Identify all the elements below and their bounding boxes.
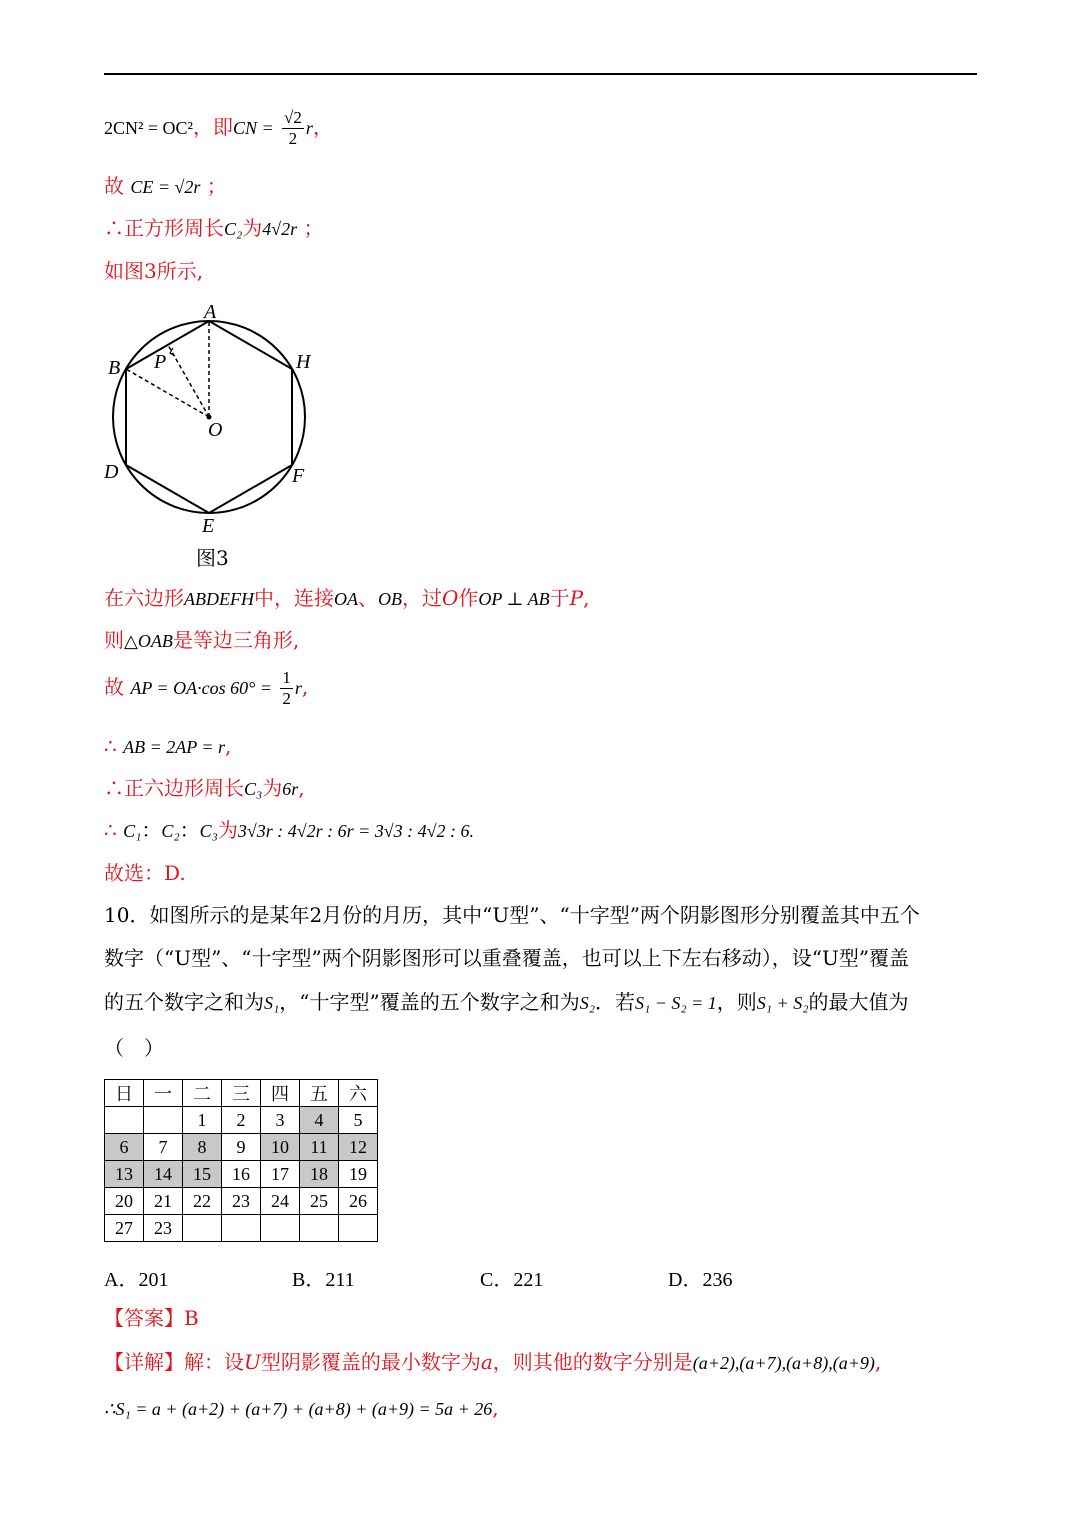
detail-line1: 【详解】解：设U型阴影覆盖的最小数字为a，则其他的数字分别是(a+2),(a+7),(a+8),(a+9),	[104, 1350, 882, 1374]
calendar-table	[104, 1079, 378, 1242]
label-b: B	[108, 357, 121, 379]
label-f: F	[292, 465, 305, 487]
question-10-paren: （ ）	[104, 1036, 164, 1060]
figure-caption: 图3	[196, 546, 229, 570]
label-d: D	[104, 461, 119, 483]
label-h: H	[296, 351, 311, 373]
header-rule	[104, 73, 977, 75]
label-a: A	[204, 301, 217, 323]
question-10-line1: 10．如图所示的是某年2月份的月历，其中“U型”、“十字型”两个阴影图形分别覆盖其中五个	[104, 903, 920, 927]
line-cn: 2CN² = OC²，即CN = $\frac{√2}{2}$ r，	[104, 108, 333, 148]
fraction-sqrt2-over-2: $\frac{√2}{2}$	[284, 108, 302, 148]
eq-2cn2: 2CN² = OC²	[104, 118, 193, 138]
fraction-one-half: $\frac{1}{2}$	[282, 668, 291, 708]
question-10-line3: 的五个数字之和为S₁，“十字型”覆盖的五个数字之和为S₂．若S₁ − S₂ = 1，则S₁ + S₂的最大值为	[104, 990, 909, 1014]
line-hexagon-perimeter: ∴正六边形周长C₃为6r,	[104, 776, 305, 800]
line-hexagon-connect: 在六边形ABDEFH中，连接OA、OB，过O作OP ⊥ AB于P,	[104, 586, 590, 610]
line-ab: ∴ AB = 2AP = r,	[104, 734, 232, 758]
detail-line2: ∴S₁ = a + (a+2) + (a+7) + (a+8) + (a+9) = 5a + 26,	[104, 1396, 499, 1420]
option-a: A．201	[104, 1269, 169, 1291]
option-d: D．236	[668, 1269, 733, 1291]
option-c: C．221	[480, 1269, 544, 1291]
line-ce: 故 CE = √2r ；	[104, 174, 227, 198]
calendar-row: 6 7 8 9 10 11 12	[105, 1134, 378, 1161]
label-o: O	[208, 419, 223, 441]
line-ratio: ∴ C₁：C₂：C₃为3√3r : 4√2r : 6r = 3√3 : 4√2 : 6.	[104, 818, 475, 842]
hexagon-circle-figure	[100, 300, 320, 540]
eq-ce: CE = √2r	[130, 177, 201, 197]
calendar-row: 13 14 15 16 17 18 19	[105, 1161, 378, 1188]
text-ji: ，即	[192, 115, 233, 139]
label-p: P	[154, 351, 167, 373]
question-10-line2: 数字（“U型”、“十字型”两个阴影图形可以重叠覆盖，也可以上下左右移动），设“U型”覆盖	[104, 946, 910, 970]
calendar-row: 20 21 22 23 24 25 26	[105, 1188, 378, 1215]
calendar-row: 27 23	[105, 1215, 378, 1242]
line-choose-d: 故选：D.	[104, 861, 186, 885]
line-square-perimeter: ∴正方形周长C₂为4√2r ；	[104, 216, 324, 240]
calendar-header-row: 日 一 二 三 四 五 六	[105, 1080, 378, 1107]
answer-line: 【答案】B	[104, 1306, 199, 1330]
label-e: E	[202, 515, 215, 537]
eq-cn: CN =	[232, 118, 274, 138]
option-b: B．211	[292, 1269, 355, 1291]
line-fig3-intro: 如图3所示,	[104, 259, 204, 283]
line-equilateral: 则△OAB是等边三角形,	[104, 628, 300, 652]
line-ap: 故 AP = OA·cos 60° = $\frac{1}{2}$ r,	[104, 668, 309, 708]
calendar-row: 1 2 3 4 5	[105, 1107, 378, 1134]
segment-ob	[126, 369, 209, 417]
